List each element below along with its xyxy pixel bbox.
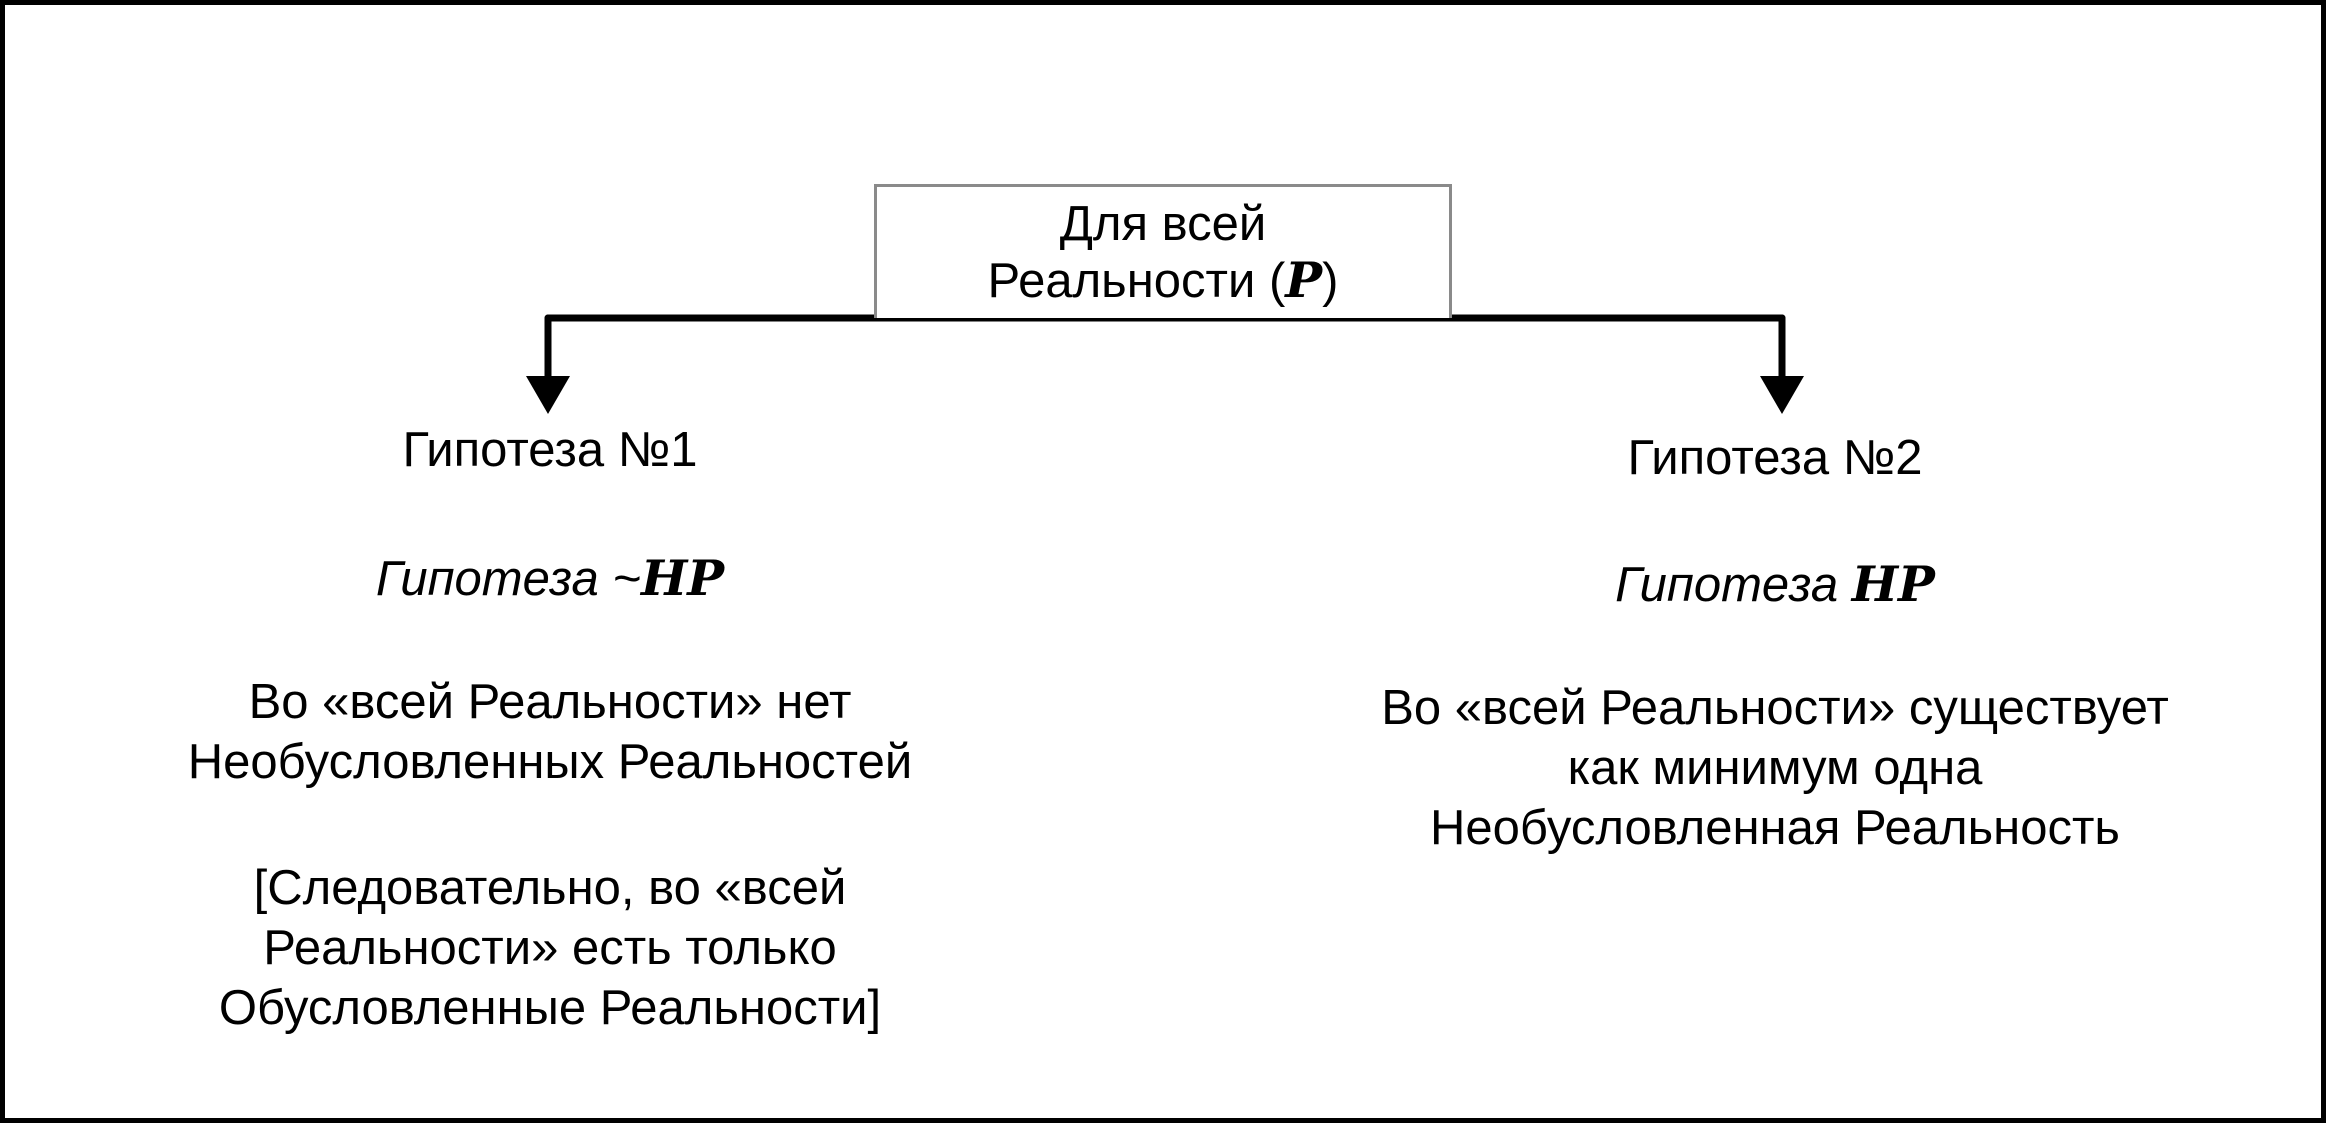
hypothesis-1-description-line1: Во «всей Реальности» нет: [248, 675, 852, 729]
right-arrowhead: [1760, 376, 1804, 414]
hypothesis-1-description: [60, 672, 1040, 792]
hypothesis-1-note-line1: [Следовательно, во «всей: [253, 861, 847, 915]
hypothesis-2-description-line1: Во «всей Реальности» существует: [1381, 681, 2169, 735]
root-label-line1: Для всей: [1059, 197, 1267, 251]
root-node-box: [874, 184, 1452, 318]
hypothesis-1-subtitle-prefix: Гипотеза ~: [375, 552, 642, 606]
hypothesis-1-note: [60, 858, 1040, 1038]
root-label-prefix: Реальности (: [987, 254, 1286, 308]
hypothesis-1-description-line2: Необусловленных Реальностей: [187, 735, 913, 789]
hypothesis-1-subtitle: [60, 548, 1040, 609]
root-variable: P: [1285, 251, 1323, 309]
hypothesis-2-description: [1260, 678, 2290, 858]
left-arrowhead: [526, 376, 570, 414]
hypothesis-1-note-line2: Реальности» есть только: [263, 921, 837, 975]
hypothesis-1-title: Гипотеза №1: [402, 423, 698, 477]
hypothesis-1-variable: HP: [641, 549, 725, 607]
hypothesis-2-description-line2: как минимум одна: [1567, 741, 1983, 795]
hypothesis-1-note-line3: Обусловленные Реальности]: [218, 981, 882, 1035]
root-label-suffix: ): [1322, 254, 1339, 308]
hypothesis-2-description-line3: Необусловленная Реальность: [1430, 801, 2120, 855]
hypothesis-2-subtitle-prefix: Гипотеза: [1615, 558, 1852, 612]
hypothesis-2-subtitle: [1260, 554, 2290, 615]
root-label-line2: [877, 251, 1449, 310]
hypothesis-2-variable: HP: [1851, 555, 1935, 613]
hypothesis-2-title: Гипотеза №2: [1627, 431, 1923, 485]
